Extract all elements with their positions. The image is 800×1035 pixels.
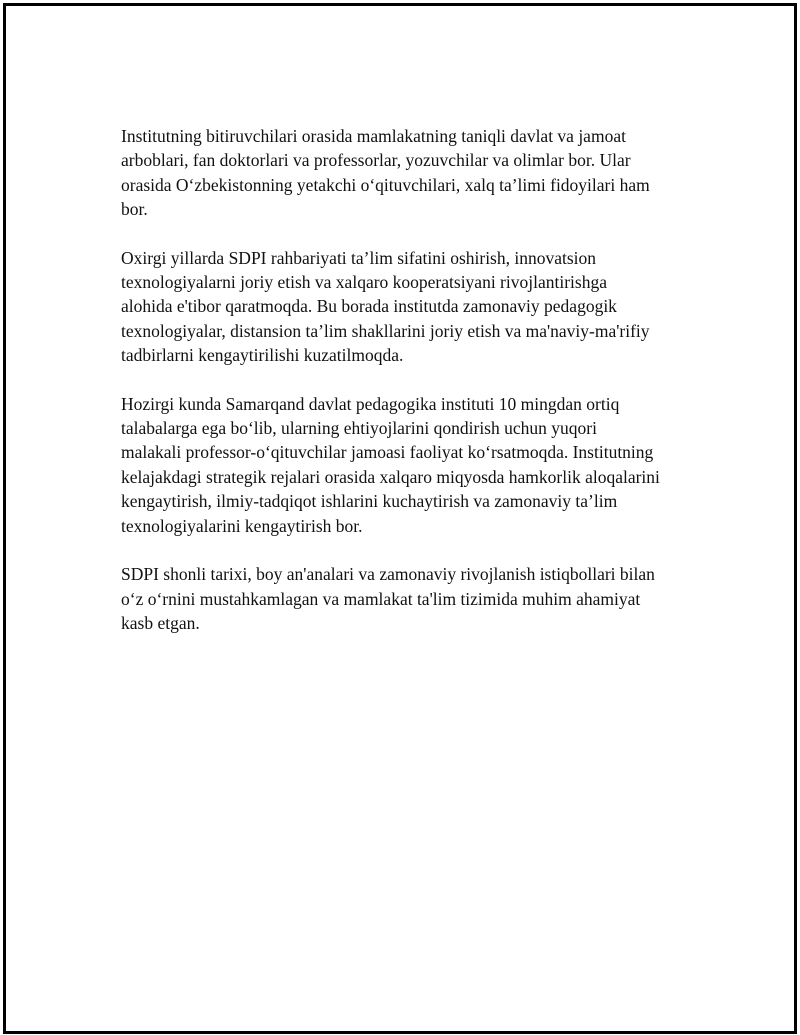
text-line: Hozirgi kunda Samarqand davlat pedagogika instituti 10 mingdan ortiq [121, 393, 620, 414]
text-line: kelajakdagi strategik rejalari orasida xalqaro miqyosda hamkorlik aloqalarini [121, 466, 660, 487]
text-line: Institutning bitiruvchilari orasida mamlakatning taniqli davlat va jamoat [121, 126, 626, 146]
text-line: SDPI shonli tarixi, boy an'analari va zamonaviy rivojlanish istiqbollari bilan [121, 564, 655, 585]
text-line: texnologiyalarni joriy etish va xalqaro kooperatsiyani rivojlantirishga [121, 272, 607, 293]
text-line: tadbirlarni kengaytirilishi kuzatilmoqda. [121, 345, 404, 366]
text-line: kasb etgan. [121, 612, 200, 633]
text-line: bor. [121, 199, 148, 220]
text-line: kengaytirish, ilmiy-tadqiqot ishlarini kuchaytirish va zamonaviy ta’lim [121, 491, 618, 512]
text-line: o‘z o‘rnini mustahkamlagan va mamlakat ta'lim tizimida muhim ahamiyat [121, 588, 641, 609]
text-line: arboblari, fan doktorlari va professorlar, yozuvchilar va olimlar bor. Ular [121, 150, 631, 171]
text-line: malakali professor-o‘qituvchilar jamoasi faoliyat ko‘rsatmoqda. Institutning [121, 442, 654, 463]
paragraph-graduates [121, 124, 706, 222]
text-line: texnologiyalarini kengaytirish bor. [121, 515, 363, 536]
paragraph-recent-years [121, 246, 706, 368]
document-body [121, 124, 706, 659]
text-line: alohida e'tibor qaratmoqda. Bu borada institutda zamonaviy pedagogik [121, 296, 617, 317]
document-page [3, 3, 797, 1034]
text-line: Oxirgi yillarda SDPI rahbariyati ta’lim sifatini oshirish, innovatsion [121, 247, 597, 268]
text-line: talabalarga ega bo‘lib, ularning ehtiyojlarini qondirish uchun yuqori [121, 418, 597, 439]
paragraph-current-status [121, 392, 706, 538]
text-line: texnologiyalar, distansion ta’lim shakllarini joriy etish va ma'naviy-ma'rifiy [121, 320, 650, 341]
paragraph-conclusion [121, 562, 706, 635]
text-line: orasida O‘zbekistonning yetakchi o‘qituvchilari, xalq ta’limi fidoyilari ham [121, 174, 650, 195]
